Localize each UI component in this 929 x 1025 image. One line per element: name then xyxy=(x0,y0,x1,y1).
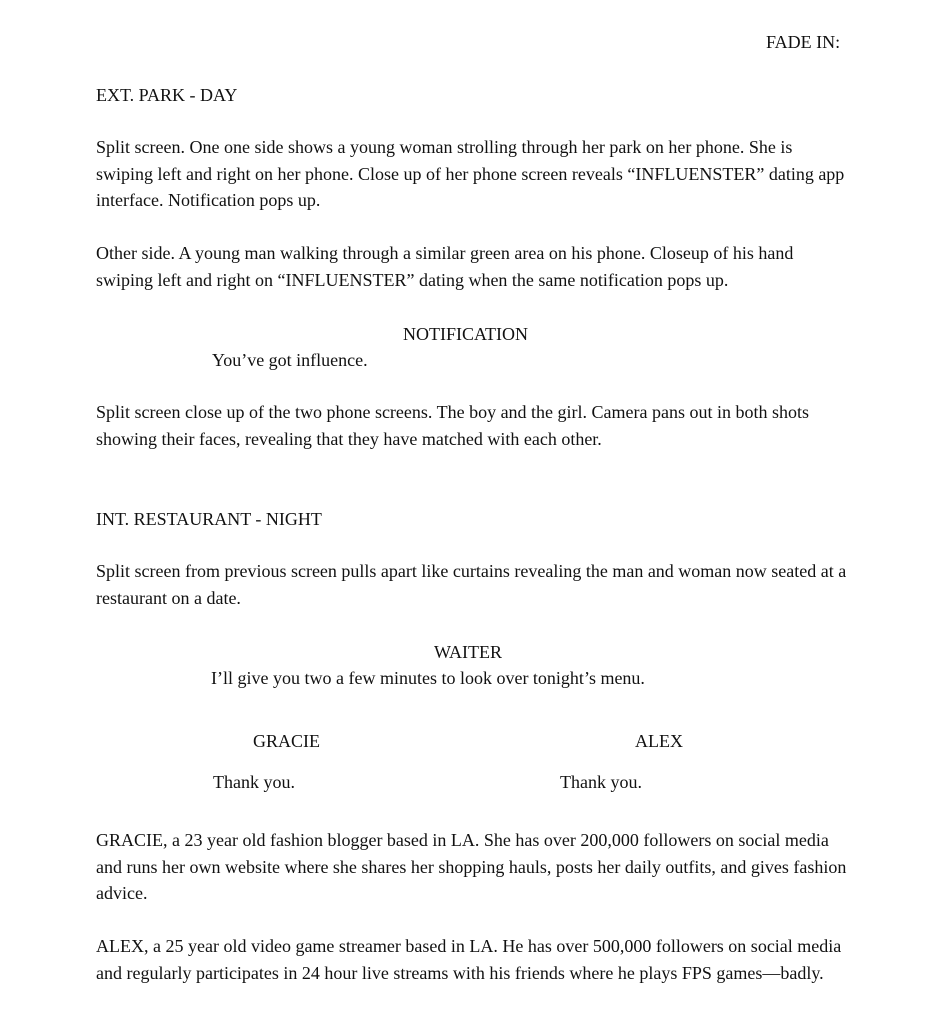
action-paragraph-3: Split screen close up of the two phone screens. The boy and the girl. Camera pans out in both shots showing their faces, revealing that they have matched with each other. xyxy=(96,402,810,449)
action-paragraph-6: ALEX, a 25 year old video game streamer based in LA. He has over 500,000 followers on social media and regularly participates in 24 hour live streams with his friends where he plays FPS games—badly. xyxy=(96,936,842,983)
transition-fade-in: FADE IN: xyxy=(766,32,841,52)
character-alex: ALEX xyxy=(635,731,683,751)
dialogue-alex: Thank you. xyxy=(560,772,642,792)
character-waiter: WAITER xyxy=(434,642,502,662)
dialogue-gracie: Thank you. xyxy=(213,772,295,792)
character-gracie: GRACIE xyxy=(253,731,320,751)
scene-heading-park: EXT. PARK - DAY xyxy=(96,85,238,105)
character-notification: NOTIFICATION xyxy=(403,324,528,344)
dialogue-notification: You’ve got influence. xyxy=(212,350,368,370)
scene-heading-restaurant: INT. RESTAURANT - NIGHT xyxy=(96,509,322,529)
action-paragraph-5: GRACIE, a 23 year old fashion blogger based in LA. She has over 200,000 followers on social media and runs her own website where she shares her shopping hauls, posts her daily outfits, and gives fashion advice. xyxy=(96,830,847,903)
dialogue-waiter: I’ll give you two a few minutes to look over tonight’s menu. xyxy=(211,668,645,688)
action-paragraph-1: Split screen. One one side shows a young woman strolling through her park on her phone. She is swiping left and right on her phone. Close up of her phone screen reveals “INFLUENSTER” dating app interface. Notification pops up. xyxy=(96,137,845,210)
action-paragraph-2: Other side. A young man walking through a similar green area on his phone. Closeup of his hand swiping left and right on “INFLUENSTER” dating when the same notification pops up. xyxy=(96,243,794,290)
action-paragraph-4: Split screen from previous screen pulls apart like curtains revealing the man and woman now seated at a restaurant on a date. xyxy=(96,561,847,608)
